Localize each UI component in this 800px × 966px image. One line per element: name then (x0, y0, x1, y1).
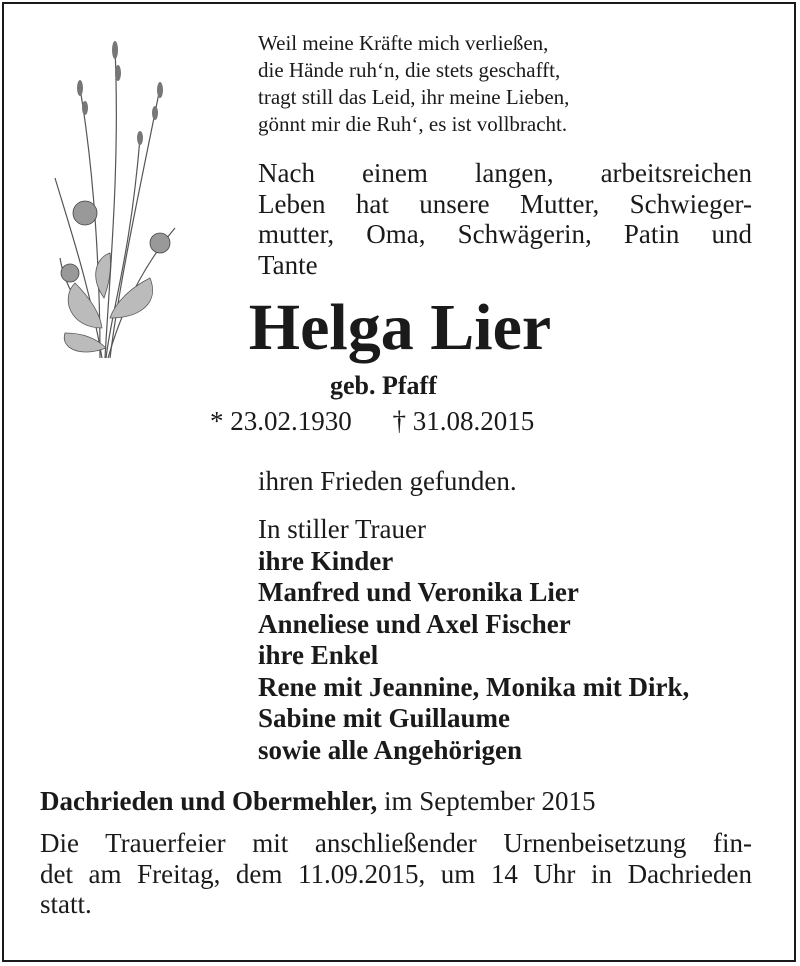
mourner-line: ihre Kinder (258, 545, 394, 576)
mourner-line: ihre Enkel (258, 640, 379, 670)
birth-date: * 23.02.1930 (210, 406, 352, 436)
poem-verse (258, 30, 678, 138)
peace-text: ihren Frieden gefunden. (258, 466, 517, 496)
poem-line: Weil meine Kräfte mich verließen, (258, 31, 549, 55)
death-date: † 31.08.2015 (392, 406, 535, 436)
mourner-line: Manfred und Veronika Lier (258, 577, 579, 607)
intro-text (258, 158, 752, 280)
deceased-name (0, 290, 800, 366)
funeral-info (40, 828, 752, 920)
poem-line: tragt still das Leid, ihr meine Lieben, (258, 85, 570, 109)
place-month: im September 2015 (384, 786, 596, 816)
intro-line: Nach einem langen, arbeitsreichen (258, 158, 752, 188)
mourner-line: Sabine mit Guillaume (258, 703, 511, 733)
place-towns: Dachrieden und Obermehler, (40, 786, 378, 816)
funeral-line: statt. (40, 889, 92, 919)
poem-line: gönnt mir die Ruh‘, es ist vollbracht. (258, 112, 568, 136)
funeral-line: Die Trauerfeier mit anschließender Urnenbeisetzung fin- (40, 828, 752, 858)
mourner-line: sowie alle Angehörigen (258, 734, 522, 765)
mourner-line: Anneliese und Axel Fischer (258, 608, 571, 639)
mourner-line: Rene mit Jeannine, Monika mit Dirk, (258, 671, 690, 702)
funeral-line: det am Freitag, dem 11.09.2015, um 14 Uhr in Dachrieden (40, 858, 752, 889)
intro-line: mutter, Oma, Schwägerin, Patin und (258, 219, 752, 249)
life-dates (210, 406, 534, 437)
intro-line: Leben hat unsere Mutter, Schwieger- (258, 188, 752, 219)
deceased-name-text: Helga Lier (248, 291, 552, 364)
intro-line: Tante (258, 249, 318, 280)
maiden-name: geb. Pfaff (330, 371, 437, 400)
mourners-intro: In stiller Trauer (258, 514, 426, 544)
mourners-list (258, 514, 689, 766)
place-date (40, 786, 595, 817)
poem-line: die Hände ruh‘n, die stets geschafft, (258, 58, 561, 82)
